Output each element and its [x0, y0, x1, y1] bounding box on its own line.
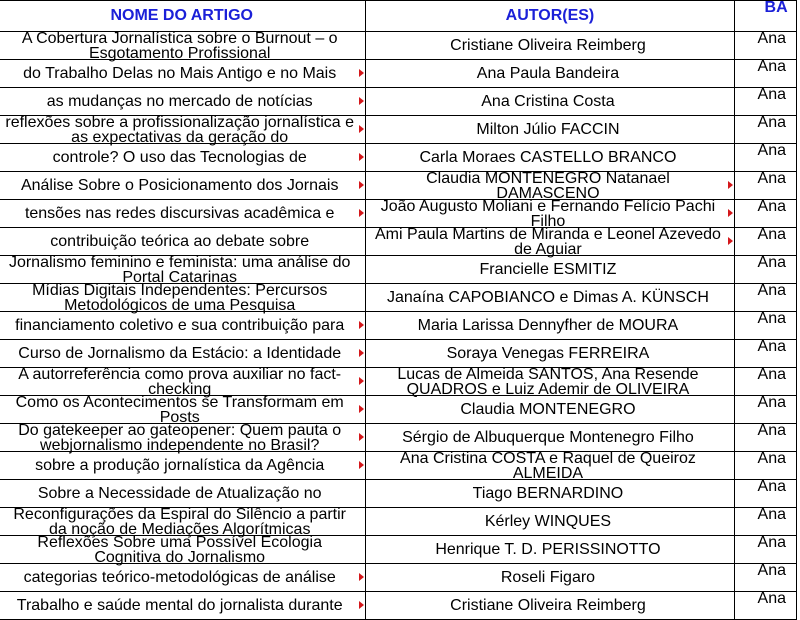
base-cell[interactable]: [734, 508, 796, 536]
title-cell-text: contribuição teórica ao debate sobre: [50, 233, 310, 250]
table-row: [0, 368, 797, 396]
author-cell-text: Francielle ESMITIZ: [479, 261, 617, 278]
author-cell-text: Ana Cristina Costa: [481, 93, 615, 110]
base-cell[interactable]: [734, 116, 796, 144]
overflow-marker-icon: [728, 181, 733, 189]
title-cell[interactable]: [0, 144, 366, 172]
base-cell[interactable]: [734, 88, 796, 116]
author-cell-text: Cristiane Oliveira Reimberg: [450, 597, 646, 614]
base-cell[interactable]: [734, 340, 796, 368]
title-cell-text: tensões nas redes discursivas acadêmica e: [24, 205, 335, 222]
base-cell-text: Ana: [757, 506, 786, 523]
title-cell[interactable]: [0, 88, 366, 116]
table-row: [0, 564, 797, 592]
base-cell-text: Ana: [757, 254, 786, 271]
overflow-marker-icon: [359, 601, 364, 609]
author-cell[interactable]: [366, 592, 734, 620]
title-cell-text: financiamento coletivo e sua contribuição para: [15, 317, 345, 334]
author-cell-text: João Augusto Moliani e Fernando Felício Pachi Filho: [380, 197, 716, 230]
overflow-marker-icon: [359, 321, 364, 329]
author-cell-text: Milton Júlio FACCIN: [476, 121, 620, 138]
title-cell[interactable]: [0, 533, 366, 566]
overflow-marker-icon: [359, 349, 364, 357]
author-cell[interactable]: [366, 396, 734, 424]
table-row: [0, 480, 797, 508]
table-row: [0, 340, 797, 368]
title-cell[interactable]: [0, 340, 366, 368]
author-cell-text: Tiago BERNARDINO: [472, 485, 624, 502]
title-cell-text: categorias teórico-metodológicas de análise: [23, 569, 336, 586]
base-cell-text: Ana: [757, 114, 786, 131]
base-cell-text: Ana: [757, 310, 786, 327]
author-cell[interactable]: [366, 365, 734, 398]
table-row: [0, 424, 797, 452]
base-cell-text: Ana: [757, 226, 786, 243]
table-row: [0, 508, 797, 536]
title-cell[interactable]: [0, 505, 366, 538]
base-cell[interactable]: [734, 228, 796, 256]
author-cell-text: Claudia MONTENEGRO: [460, 401, 636, 418]
author-cell-text: Cristiane Oliveira Reimberg: [450, 37, 646, 54]
overflow-marker-icon: [359, 573, 364, 581]
title-cell[interactable]: [0, 172, 366, 200]
author-cell[interactable]: [366, 508, 734, 536]
author-cell[interactable]: [366, 340, 734, 368]
title-cell-text: reflexões sobre a profissionalização jornalística e as expectativas da geração do: [5, 113, 354, 146]
author-cell[interactable]: [366, 225, 734, 258]
base-cell-text: Ana: [757, 170, 786, 187]
base-cell-text: Ana: [757, 30, 786, 47]
title-cell-text: sobre a produção jornalística da Agência: [35, 457, 325, 474]
author-cell-text: Roseli Figaro: [500, 569, 596, 586]
overflow-marker-icon: [728, 209, 733, 217]
author-cell-text: Janaína CAPOBIANCO e Dimas A. KÜNSCH: [387, 289, 709, 306]
author-cell-text: Carla Moraes CASTELLO BRANCO: [419, 149, 677, 166]
base-cell[interactable]: [734, 172, 796, 200]
header-base[interactable]: BA: [734, 1, 796, 32]
author-cell[interactable]: [366, 60, 734, 88]
title-cell[interactable]: [0, 480, 366, 508]
title-cell[interactable]: [0, 365, 366, 398]
table-row: [0, 32, 797, 60]
title-cell[interactable]: [0, 452, 366, 480]
author-cell[interactable]: [366, 169, 734, 202]
title-cell-text: do Trabalho Delas no Mais Antigo e no Mais: [23, 65, 337, 82]
table-row: [0, 116, 797, 144]
author-cell-text: Kérley WINQUES: [484, 513, 612, 530]
title-cell[interactable]: [0, 253, 366, 286]
table-row: [0, 592, 797, 620]
header-title[interactable]: NOME DO ARTIGO: [0, 1, 366, 32]
header-author[interactable]: AUTOR(ES): [366, 1, 734, 32]
overflow-marker-icon: [359, 209, 364, 217]
author-cell-text: Lucas de Almeida SANTOS, Ana Resende QUADROS e Luiz Ademir de OLIVEIRA: [397, 365, 699, 398]
title-cell-text: A autorreferência como prova auxiliar no fact-checking: [18, 365, 342, 398]
base-cell-text: Ana: [757, 478, 786, 495]
title-cell-text: Reflexões Sobre uma Possível Ecologia Cognitiva do Jornalismo: [37, 533, 322, 566]
title-cell[interactable]: [0, 421, 366, 454]
title-cell-text: Jornalismo feminino e feminista: uma análise do Portal Catarinas: [8, 253, 351, 286]
author-cell[interactable]: [366, 32, 734, 60]
author-cell-text: Claudia MONTENEGRO Natanael DAMASCENO: [426, 169, 670, 202]
table-row: [0, 452, 797, 480]
title-cell[interactable]: [0, 228, 366, 256]
base-cell-text: Ana: [757, 394, 786, 411]
author-cell[interactable]: [366, 536, 734, 564]
table-row: [0, 60, 797, 88]
title-cell[interactable]: [0, 564, 366, 592]
base-cell-text: Ana: [757, 422, 786, 439]
base-cell[interactable]: [734, 60, 796, 88]
title-cell-text: Mídias Digitais Independentes: Percursos Metodológicos de uma Pesquisa: [32, 281, 328, 314]
base-cell[interactable]: [734, 424, 796, 452]
overflow-marker-icon: [359, 97, 364, 105]
table-row: [0, 284, 797, 312]
title-cell[interactable]: [0, 60, 366, 88]
base-cell-text: Ana: [757, 282, 786, 299]
author-cell-text: Henrique T. D. PERISSINOTTO: [435, 541, 661, 558]
table-row: [0, 172, 797, 200]
base-cell-text: Ana: [757, 534, 786, 551]
base-cell[interactable]: [734, 368, 796, 396]
title-cell[interactable]: [0, 29, 366, 62]
title-cell-text: controle? O uso das Tecnologias de: [52, 149, 307, 166]
base-cell[interactable]: [734, 200, 796, 228]
overflow-marker-icon: [359, 433, 364, 441]
base-cell-text: Ana: [757, 366, 786, 383]
author-cell[interactable]: [366, 88, 734, 116]
author-cell-text: Maria Larissa Dennyfher de MOURA: [417, 317, 679, 334]
author-cell-text: Soraya Venegas FERREIRA: [446, 345, 650, 362]
base-cell-text: Ana: [757, 338, 786, 355]
title-cell-text: Curso de Jornalismo da Estácio: a Identidade: [18, 345, 342, 362]
base-cell-text: Ana: [757, 198, 786, 215]
title-cell[interactable]: [0, 200, 366, 228]
author-cell[interactable]: [366, 480, 734, 508]
overflow-marker-icon: [728, 237, 733, 245]
title-cell-text: Sobre a Necessidade de Atualização no: [37, 485, 322, 502]
title-cell-text: Reconfigurações da Espiral do Silêncio a partir da noção de Mediações Algorítmicas: [13, 505, 346, 538]
base-cell[interactable]: [734, 592, 796, 620]
base-cell[interactable]: [734, 256, 796, 284]
title-cell-text: as mudanças no mercado de notícias: [46, 93, 313, 110]
overflow-marker-icon: [359, 377, 364, 385]
title-cell-text: Como os Acontecimentos se Transformam em Posts: [15, 393, 344, 426]
base-cell[interactable]: [734, 144, 796, 172]
title-cell[interactable]: [0, 592, 366, 620]
base-cell-text: Ana: [757, 86, 786, 103]
table-row: [0, 88, 797, 116]
base-cell[interactable]: [734, 452, 796, 480]
base-cell-text: Ana: [757, 58, 786, 75]
overflow-marker-icon: [359, 461, 364, 469]
author-cell[interactable]: [366, 449, 734, 482]
base-cell-text: Ana: [757, 142, 786, 159]
table-row: [0, 312, 797, 340]
overflow-marker-icon: [359, 125, 364, 133]
overflow-marker-icon: [359, 69, 364, 77]
base-cell[interactable]: [734, 564, 796, 592]
author-cell-text: Ami Paula Martins de Miranda e Leonel Azevedo de Aguiar: [374, 225, 721, 258]
title-cell-text: Análise Sobre o Posicionamento dos Jornais: [20, 177, 339, 194]
author-cell[interactable]: [366, 116, 734, 144]
overflow-marker-icon: [359, 405, 364, 413]
author-cell[interactable]: [366, 424, 734, 452]
table-row: [0, 396, 797, 424]
base-cell[interactable]: [734, 536, 796, 564]
author-cell-text: Ana Paula Bandeira: [476, 65, 620, 82]
author-cell[interactable]: [366, 197, 734, 230]
author-cell[interactable]: [366, 144, 734, 172]
title-cell[interactable]: [0, 113, 366, 146]
base-cell[interactable]: [734, 284, 796, 312]
table-row: [0, 256, 797, 284]
table-row: [0, 200, 797, 228]
table-row: [0, 228, 797, 256]
title-cell[interactable]: [0, 312, 366, 340]
table-body: [0, 29, 797, 620]
author-cell-text: Ana Cristina COSTA e Raquel de Queiroz ALMEIDA: [400, 449, 696, 482]
table-row: [0, 144, 797, 172]
base-cell-text: Ana: [757, 562, 786, 579]
title-cell[interactable]: [0, 393, 366, 426]
overflow-marker-icon: [359, 153, 364, 161]
base-cell-text: Ana: [757, 590, 786, 607]
base-cell[interactable]: [734, 32, 796, 60]
author-cell[interactable]: [366, 256, 734, 284]
author-cell[interactable]: [366, 564, 734, 592]
base-cell[interactable]: [734, 312, 796, 340]
base-cell[interactable]: [734, 480, 796, 508]
title-cell-text: Do gatekeeper ao gateopener: Quem pauta o webjornalismo independente no Brasil?: [18, 421, 342, 454]
author-cell[interactable]: [366, 284, 734, 312]
title-cell-text: A Cobertura Jornalística sobre o Burnout – o Esgotamento Profissional: [21, 29, 338, 62]
author-cell[interactable]: [366, 312, 734, 340]
title-cell[interactable]: [0, 281, 366, 314]
base-cell-text: Ana: [757, 450, 786, 467]
header-row: [0, 1, 797, 32]
table-row: [0, 536, 797, 564]
title-cell-text: Trabalho e saúde mental do jornalista durante: [16, 597, 343, 614]
author-cell-text: Sérgio de Albuquerque Montenegro Filho: [402, 429, 694, 446]
base-cell[interactable]: [734, 396, 796, 424]
overflow-marker-icon: [359, 181, 364, 189]
